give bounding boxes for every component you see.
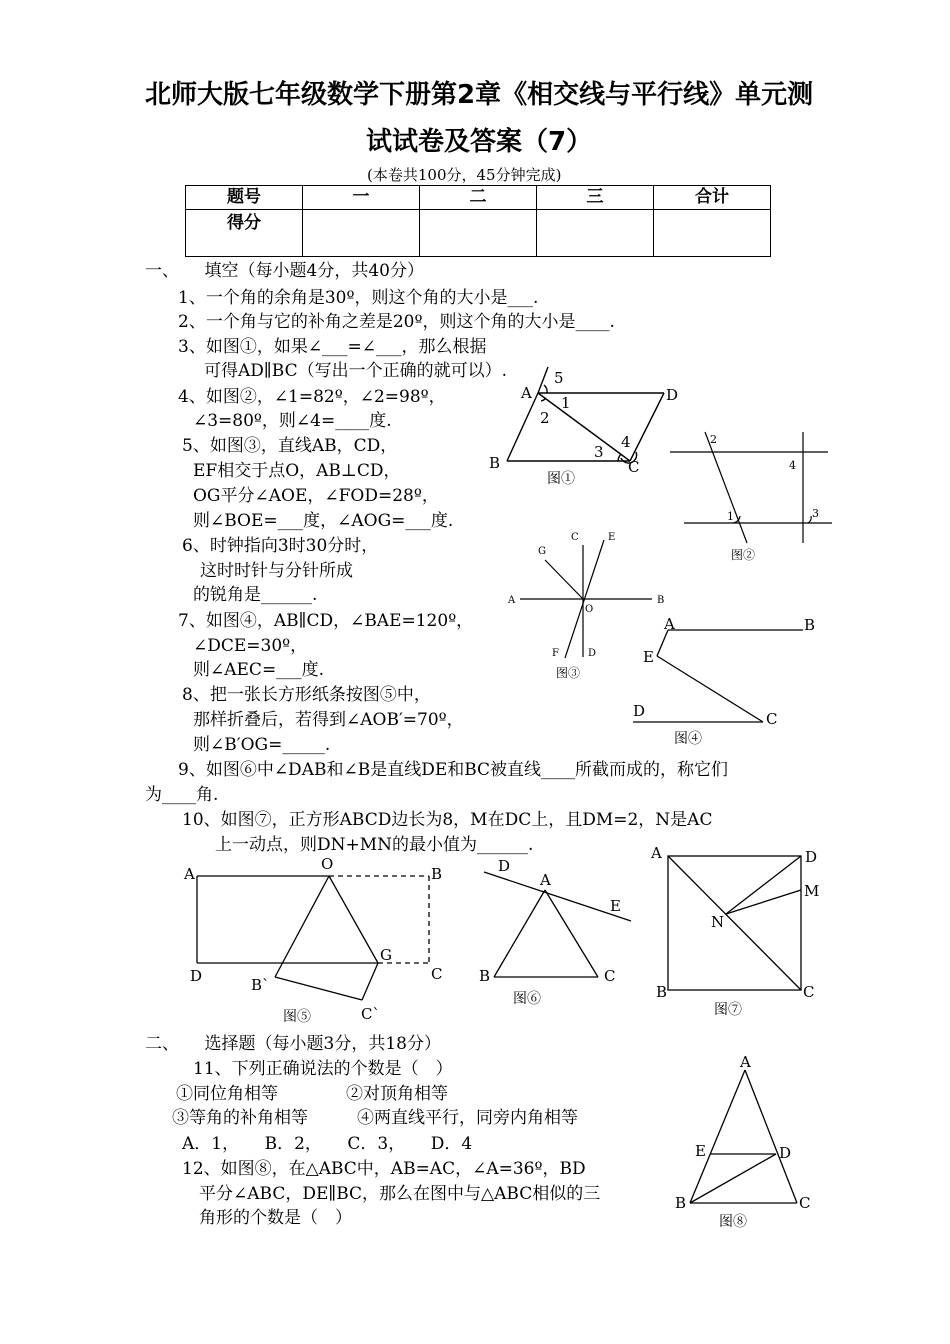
score-header-cell: 一: [303, 186, 420, 210]
fig2-label-3: 3: [812, 507, 819, 520]
question-11-option-4: ④两直线平行，同旁内角相等: [357, 1108, 578, 1128]
fig3-label-E: E: [608, 532, 616, 543]
question-1: 1、一个角的余角是30º，则这个角的大小是___.: [178, 288, 539, 308]
fig5-label-C-prime: C`: [361, 1005, 380, 1023]
fig2-label-2: 2: [710, 433, 717, 446]
fig2-caption: 图②: [731, 548, 756, 562]
fig3-label-B: B: [657, 595, 665, 606]
fig1-label-B: B: [489, 454, 501, 472]
question-11-option-1: ①同位角相等: [176, 1084, 278, 1104]
fig6-caption: 图⑥: [513, 991, 541, 1007]
score-row-label: 得分: [186, 210, 303, 257]
fig1-label-A: A: [521, 384, 532, 402]
question-10-line1: 10、如图⑦，正方形ABCD边长为8，M在DC上，且DM=2，N是AC: [182, 810, 713, 830]
fig7-label-D: D: [805, 848, 818, 866]
question-10-line2: 上一动点，则DN+MN的最小值为______.: [215, 835, 534, 855]
fig5-label-B-prime: B`: [251, 976, 270, 994]
question-2: 2、一个角与它的补角之差是20º，则这个角的大小是____.: [178, 312, 615, 332]
fig4-label-C: C: [766, 710, 778, 728]
question-4-line1: 4、如图②，∠1=82º，∠2=98º，: [178, 387, 446, 407]
fig6-label-D: D: [498, 857, 511, 875]
question-8-line1: 8、把一张长方形纸条按图⑤中，: [182, 685, 431, 705]
fig5-label-D: D: [190, 967, 203, 985]
score-header-cell: 题号: [186, 186, 303, 210]
fig7-label-B: B: [656, 983, 668, 1001]
question-11-choices: A．1， B．2， C．3， D．4: [182, 1134, 473, 1154]
fig1-caption: 图①: [547, 471, 575, 487]
fig1-label-5: 5: [554, 369, 564, 387]
score-header-cell: 二: [420, 186, 537, 210]
page-title-line1: 北师大版七年级数学下册第2章《相交线与平行线》单元测: [145, 80, 814, 110]
figure-3: [520, 540, 652, 658]
fig5-label-C: C: [431, 965, 443, 983]
fig2-label-1: 1: [727, 510, 734, 523]
fig6-label-A: A: [540, 871, 551, 889]
question-11: 11、下列正确说法的个数是（ ）: [193, 1059, 453, 1079]
question-8-line3: 则∠B′OG=_____.: [193, 735, 331, 755]
fig7-label-A: A: [651, 844, 662, 862]
figure-6-labels: [479, 857, 621, 1007]
fig3-caption: 图③: [556, 666, 581, 680]
fig3-label-O: O: [585, 604, 594, 615]
figure-4: [633, 630, 803, 722]
figure-2: [670, 432, 832, 543]
fig1-label-C: C: [628, 458, 640, 476]
score-header-cell: 合计: [654, 186, 771, 210]
fig6-label-E: E: [610, 897, 621, 915]
fig7-label-N: N: [711, 913, 725, 931]
question-8-line2: 那样折叠后，若得到∠AOB′=70º，: [193, 710, 464, 730]
fig5-caption: 图⑤: [283, 1009, 311, 1025]
question-6-line1: 6、时钟指向3时30分时，: [182, 536, 379, 556]
figure-5: [197, 876, 429, 1000]
fig7-label-M: M: [804, 882, 820, 900]
fig1-label-4: 4: [621, 433, 631, 451]
fig8-label-D: D: [779, 1144, 792, 1162]
question-7-line1: 7、如图④，AB∥CD，∠BAE=120º，: [178, 611, 474, 631]
section2-header: 二、 选择题（每小题3分，共18分）: [145, 1034, 441, 1054]
fig3-label-C: C: [571, 532, 579, 543]
fig1-label-3: 3: [594, 443, 604, 461]
question-6-line2: 这时时针与分针所成: [200, 561, 353, 581]
question-3-line1: 3、如图①，如果∠___=∠___，那么根据: [178, 337, 487, 357]
page-title-line2: 试试卷及答案（7）: [366, 127, 593, 157]
fig6-label-B: B: [479, 967, 491, 985]
question-5-line1: 5、如图③，直线AB，CD，: [182, 436, 398, 456]
question-11-option-2: ②对顶角相等: [346, 1084, 448, 1104]
figure-7: [668, 856, 801, 990]
exam-note: (本卷共100分，45分钟完成): [367, 166, 562, 184]
fig5-label-G: G: [380, 946, 392, 964]
fig4-label-E: E: [643, 648, 654, 666]
question-4-line2: ∠3=80º，则∠4=____度.: [193, 411, 392, 431]
fig7-label-C: C: [803, 983, 815, 1001]
question-7-line3: 则∠AEC=___度.: [193, 660, 325, 680]
figure-8: [690, 1070, 797, 1203]
question-9-line1: 9、如图⑥中∠DAB和∠B是直线DE和BC被直线____所截而成的，称它们: [178, 760, 729, 780]
fig1-label-D: D: [666, 386, 679, 404]
question-5-line4: 则∠BOE=___度，∠AOG=___度.: [193, 511, 454, 531]
fig1-label-1: 1: [561, 394, 571, 412]
figure-1: [507, 367, 664, 463]
question-6-line3: 的锐角是______.: [193, 585, 318, 605]
fig7-caption: 图⑦: [714, 1002, 742, 1018]
figure-5-labels: [183, 855, 442, 1025]
fig4-caption: 图④: [674, 731, 702, 747]
question-9-line2: 为____角.: [145, 785, 219, 805]
fig8-label-B: B: [675, 1194, 687, 1212]
fig5-label-B: B: [431, 865, 443, 883]
fig5-label-O: O: [321, 855, 334, 873]
figure-6: [484, 872, 631, 977]
fig8-label-E: E: [695, 1142, 706, 1160]
fig8-label-A: A: [740, 1053, 751, 1071]
question-7-line2: ∠DCE=30º，: [193, 636, 308, 656]
figure-3-labels: [507, 532, 664, 680]
fig4-label-A: A: [664, 615, 675, 633]
question-3-line2: 可得AD∥BC（写出一个正确的就可以）.: [204, 361, 507, 381]
fig2-label-4: 4: [789, 459, 796, 472]
fig5-label-A: A: [184, 865, 195, 883]
question-12-line2: 平分∠ABC，DE∥BC，那么在图中与△ABC相似的三: [199, 1184, 601, 1204]
fig8-caption: 图⑧: [719, 1214, 747, 1230]
question-5-line2: EF相交于点O，AB⊥CD，: [193, 461, 401, 481]
figure-1-labels: [489, 369, 678, 487]
question-11-option-3: ③等角的补角相等: [172, 1108, 308, 1128]
fig4-label-B: B: [804, 616, 816, 634]
fig8-label-C: C: [799, 1194, 811, 1212]
section1-header: 一、 填空（每小题4分，共40分）: [145, 261, 424, 281]
question-5-line3: OG平分∠AOE，∠FOD=28º，: [193, 486, 439, 506]
figure-7-labels: [650, 844, 819, 1018]
fig1-label-2: 2: [540, 409, 550, 427]
fig3-label-A: A: [508, 595, 516, 606]
question-12-line3: 角形的个数是（ ）: [199, 1208, 352, 1228]
fig3-label-D: D: [588, 648, 597, 659]
fig6-label-C: C: [604, 967, 616, 985]
fig3-label-F: F: [552, 648, 559, 659]
fig3-label-G: G: [538, 546, 546, 557]
score-header-cell: 三: [537, 186, 654, 210]
question-12-line1: 12、如图⑧，在△ABC中，AB=AC，∠A=36º，BD: [182, 1159, 586, 1179]
fig4-label-D: D: [633, 702, 646, 720]
figure-4-labels: [633, 615, 815, 747]
